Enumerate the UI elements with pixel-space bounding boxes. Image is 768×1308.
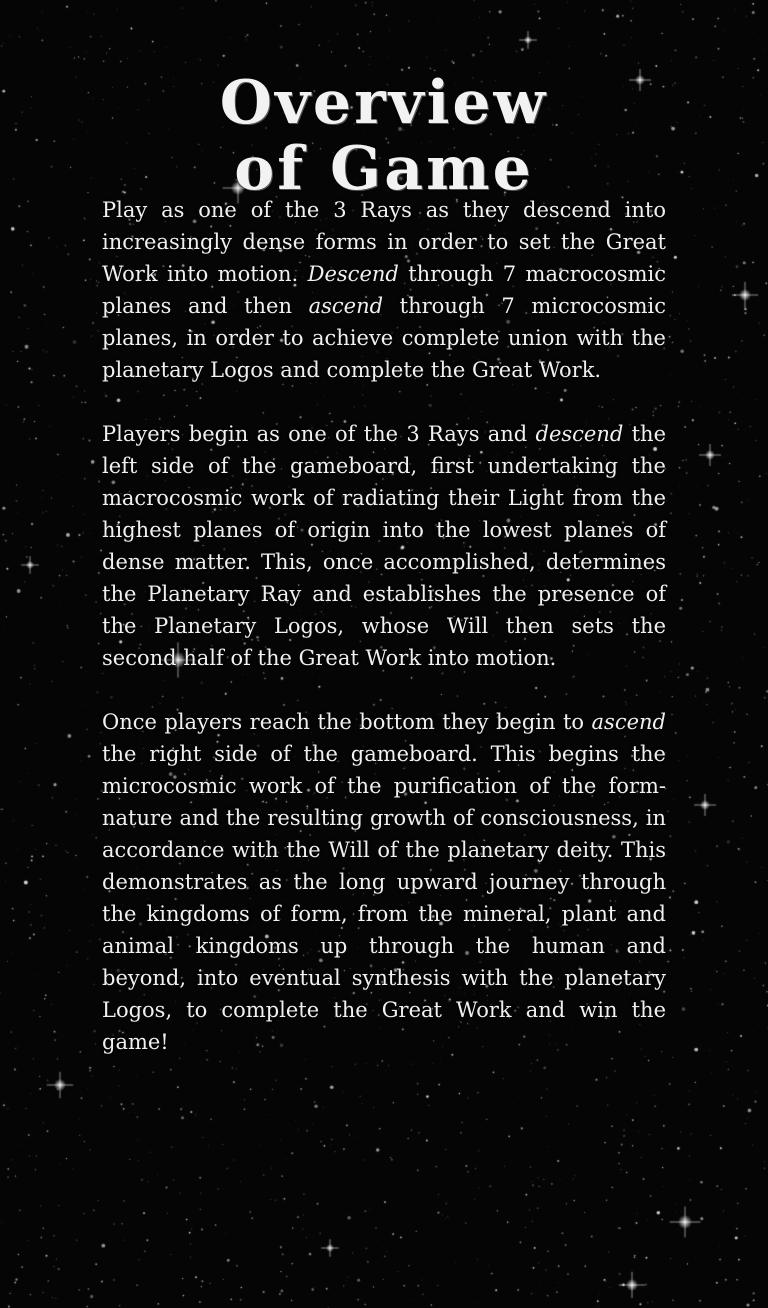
emphasis-text: Descend xyxy=(307,262,399,286)
emphasis-text: descend xyxy=(535,422,624,446)
title-line-1: Overview xyxy=(219,68,549,139)
paragraph-descend xyxy=(102,418,666,674)
paragraph-ascend xyxy=(102,706,666,1058)
overview-body xyxy=(102,194,666,1058)
paragraph-text: the right side of the gameboard. This begins the microcosmic work of the purification of the form-nature and the resulting growth of consciousness, in accordance with the Will of the planetary deity. This demonstrates as the long upward journey through the kingdoms of form, from the mineral, plant and animal kingdoms up through the human and beyond, into eventual synthesis with the planetary Logos, to complete the Great Work and win the game! xyxy=(102,742,666,1054)
page-title xyxy=(0,68,768,205)
paragraph-intro xyxy=(102,194,666,386)
paragraph-text: through 7 macrocosmic planes and then xyxy=(102,262,666,318)
title-line-2: of Game xyxy=(234,134,534,205)
paragraph-text: Once players reach the bottom they begin to xyxy=(102,710,592,734)
paragraph-text: Players begin as one of the 3 Rays and xyxy=(102,422,536,446)
paragraph-text: the left side of the gameboard, first undertaking the macrocosmic work of radiating their Light from the highest planes of origin into the lowest planes of dense matter. This, once accomplished, determines the Planetary Ray and establishes the presence of the Planetary Logos, whose Will then sets the second half of the Great Work into motion. xyxy=(102,422,666,670)
paragraph-text: through 7 microcosmic planes, in order to achieve complete union with the planetary Logos and complete the Great Work. xyxy=(102,294,667,382)
emphasis-text: ascend xyxy=(591,710,666,734)
emphasis-text: ascend xyxy=(308,294,384,318)
paragraph-text: Play as one of the 3 Rays as they descend into increasingly dense forms in order to set the Great Work into motion. xyxy=(102,198,666,286)
